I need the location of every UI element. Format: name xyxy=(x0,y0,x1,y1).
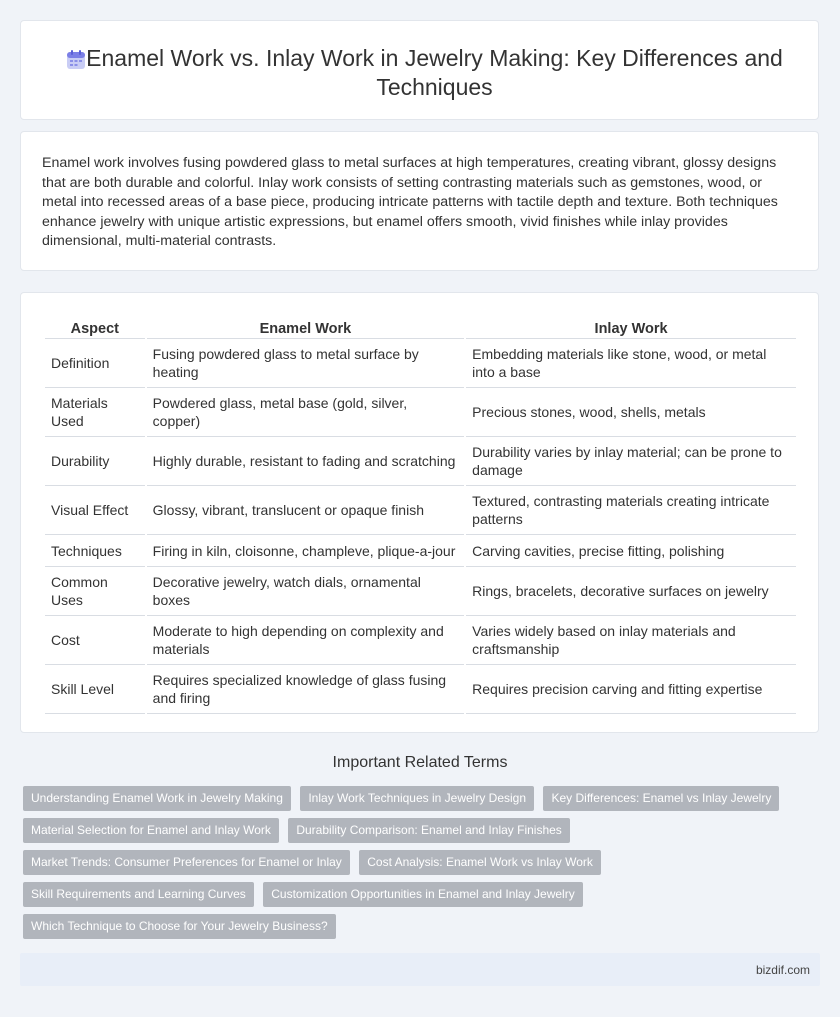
intro-text: Enamel work involves fusing powdered glass to metal surfaces at high temperatures, creating vibrant, glossy designs that are both durable and colorful. Inlay work consists of setting contrasting materials such as gemstones, wood, or metal into recessed areas of a base piece, producing intricate patterns with tactile depth and texture. Both techniques enhance jewelry with unique artistic expressions, but enamel offers smooth, vivid finishes while inlay provides dimensional, multi-material contrasts. xyxy=(42,155,778,250)
page-title: Enamel Work vs. Inlay Work in Jewelry Making: Key Differences and Techniques xyxy=(86,45,783,100)
row-aspect: Visual Effect xyxy=(45,486,145,535)
row-aspect: Skill Level xyxy=(45,665,145,714)
row-enamel: Highly durable, resistant to fading and scratching xyxy=(147,437,465,486)
table-row xyxy=(45,535,796,567)
related-term-tag[interactable]: Skill Requirements and Learning Curves xyxy=(23,882,254,907)
related-term-tag[interactable]: Understanding Enamel Work in Jewelry Making xyxy=(23,786,291,811)
row-aspect: Definition xyxy=(45,339,145,388)
row-inlay: Carving cavities, precise fitting, polishing xyxy=(466,535,796,567)
header-card xyxy=(20,20,819,120)
related-term-tag[interactable]: Material Selection for Enamel and Inlay Work xyxy=(23,818,279,843)
row-aspect: Common Uses xyxy=(45,567,145,616)
table-row xyxy=(45,616,796,665)
row-inlay: Requires precision carving and fitting expertise xyxy=(466,665,796,714)
row-inlay: Varies widely based on inlay materials and craftsmanship xyxy=(466,616,796,665)
row-aspect: Techniques xyxy=(45,535,145,567)
related-term-tag[interactable]: Inlay Work Techniques in Jewelry Design xyxy=(300,786,534,811)
footer-site-link[interactable]: bizdif.com xyxy=(755,963,810,977)
header-aspect: Aspect xyxy=(45,315,145,339)
related-term-tag[interactable]: Customization Opportunities in Enamel and Inlay Jewelry xyxy=(263,882,582,907)
table-row xyxy=(45,567,796,616)
row-inlay: Rings, bracelets, decorative surfaces on jewelry xyxy=(466,567,796,616)
related-term-tag[interactable]: Durability Comparison: Enamel and Inlay Finishes xyxy=(288,818,569,843)
row-enamel: Fusing powdered glass to metal surface by heating xyxy=(147,339,465,388)
intro-card xyxy=(20,131,819,271)
related-term-tag[interactable]: Key Differences: Enamel vs Inlay Jewelry xyxy=(543,786,779,811)
related-term-tag[interactable]: Which Technique to Choose for Your Jewelry Business? xyxy=(23,914,336,939)
row-inlay: Durability varies by inlay material; can be prone to damage xyxy=(466,437,796,486)
footer xyxy=(20,953,820,986)
row-enamel: Powdered glass, metal base (gold, silver, copper) xyxy=(147,388,465,437)
row-enamel: Firing in kiln, cloisonne, champleve, plique-a-jour xyxy=(147,535,465,567)
related-terms-list xyxy=(23,786,813,946)
row-enamel: Glossy, vibrant, translucent or opaque finish xyxy=(147,486,465,535)
related-term-tag[interactable]: Market Trends: Consumer Preferences for Enamel or Inlay xyxy=(23,850,350,875)
comparison-table-card xyxy=(20,292,819,733)
table-row xyxy=(45,486,796,535)
row-inlay: Textured, contrasting materials creating intricate patterns xyxy=(466,486,796,535)
row-aspect: Durability xyxy=(45,437,145,486)
table-row xyxy=(45,437,796,486)
header-inlay: Inlay Work xyxy=(466,315,796,339)
row-aspect: Cost xyxy=(45,616,145,665)
row-enamel: Moderate to high depending on complexity and materials xyxy=(147,616,465,665)
related-term-tag[interactable]: Cost Analysis: Enamel Work vs Inlay Work xyxy=(359,850,601,875)
comparison-table xyxy=(43,315,798,714)
header-enamel: Enamel Work xyxy=(147,315,465,339)
row-enamel: Decorative jewelry, watch dials, ornamental boxes xyxy=(147,567,465,616)
related-terms-title: Important Related Terms xyxy=(332,754,508,771)
table-row xyxy=(45,665,796,714)
table-row xyxy=(45,339,796,388)
table-row xyxy=(45,388,796,437)
row-inlay: Precious stones, wood, shells, metals xyxy=(466,388,796,437)
row-enamel: Requires specialized knowledge of glass fusing and firing xyxy=(147,665,465,714)
row-aspect: Materials Used xyxy=(45,388,145,437)
row-inlay: Embedding materials like stone, wood, or metal into a base xyxy=(466,339,796,388)
